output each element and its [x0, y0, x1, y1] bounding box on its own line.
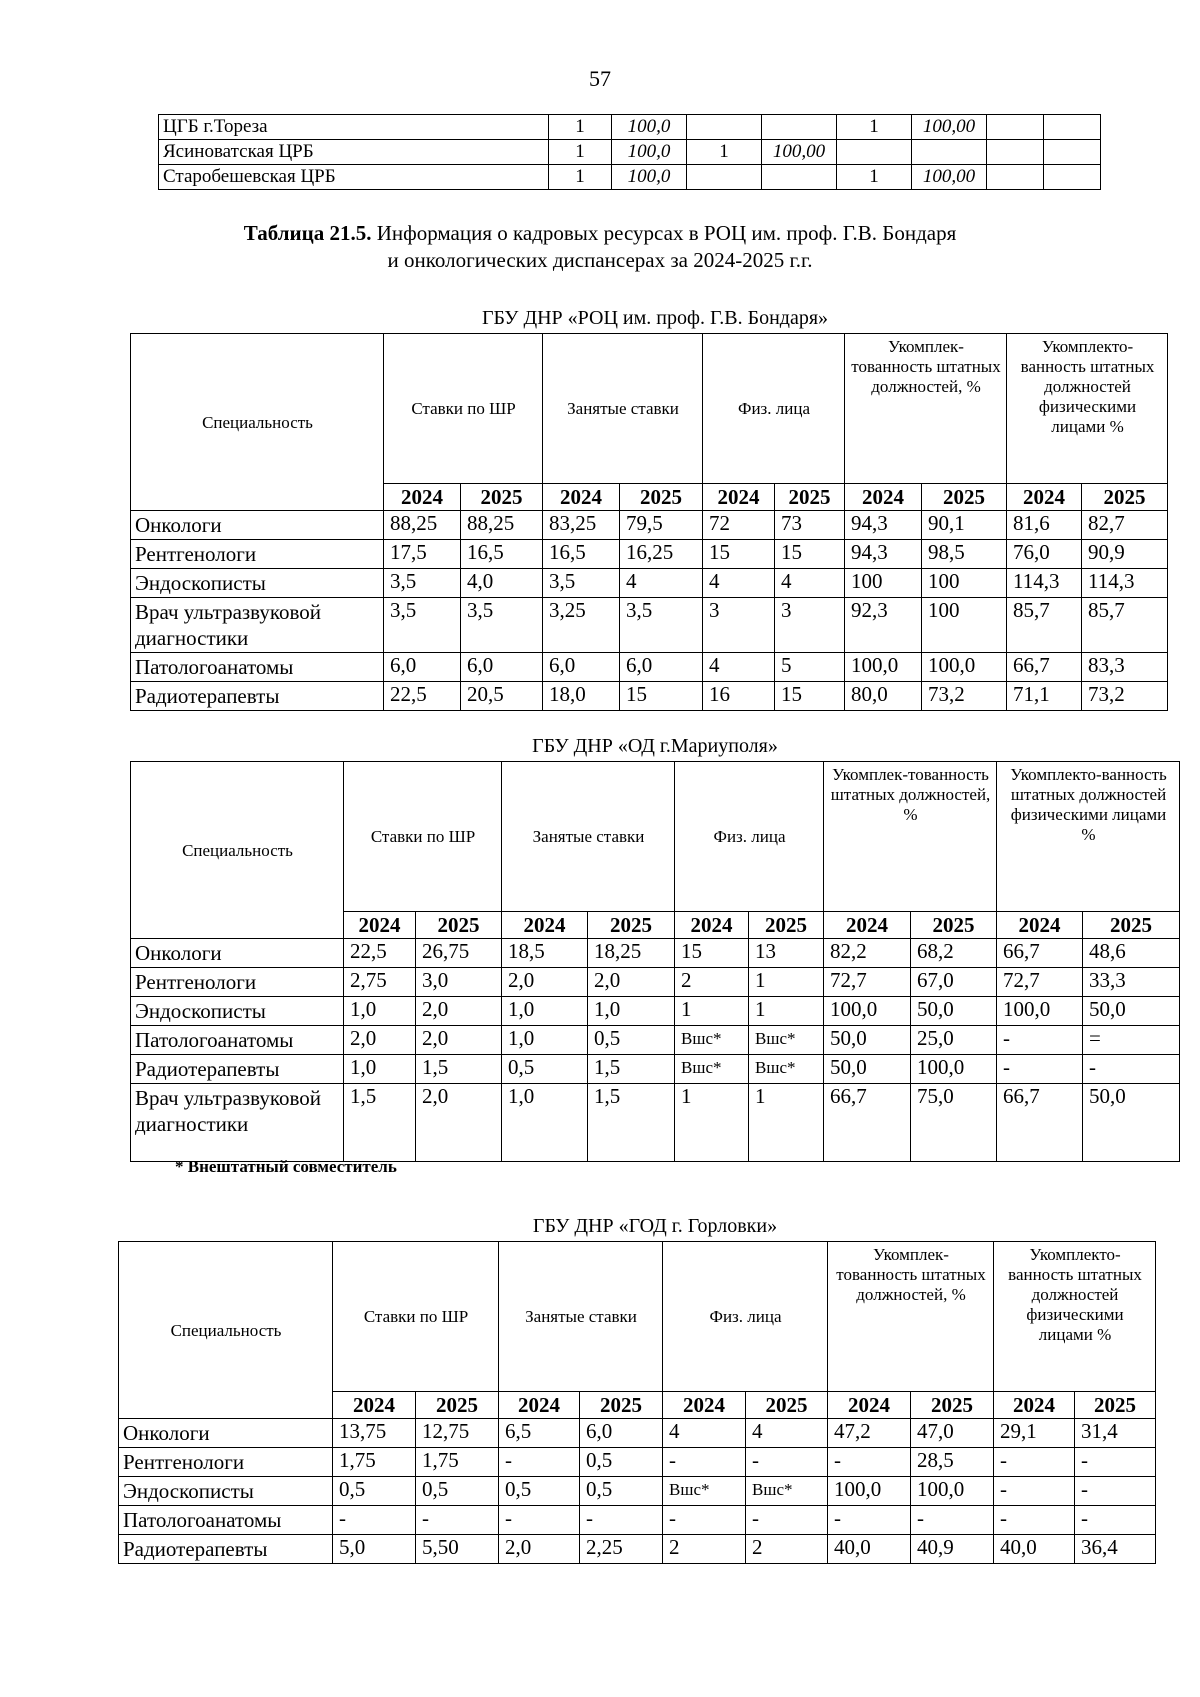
table-cell: 6,5: [499, 1419, 580, 1448]
table-cell: Вшс*: [749, 1055, 824, 1084]
year-header: 2025: [775, 484, 845, 511]
table-cell: 98,5: [922, 540, 1007, 569]
persons-header: Физ. лица: [675, 762, 824, 912]
table-cell: 94,3: [845, 540, 922, 569]
year-header: 2025: [1083, 912, 1180, 939]
occupied-header: Занятые ставки: [502, 762, 675, 912]
table-cell: -: [1075, 1477, 1156, 1506]
table-cell: 2,75: [344, 968, 416, 997]
table-cell: 100,0: [997, 997, 1083, 1026]
specialty-name: Радиотерапевты: [131, 682, 384, 711]
table-cell: 92,3: [845, 598, 922, 653]
table-cell: 2,0: [502, 968, 588, 997]
table-row: [131, 1055, 1180, 1084]
table-cell: 66,7: [997, 939, 1083, 968]
table-cell: 67,0: [911, 968, 997, 997]
specialty-name: Эндоскописты: [119, 1477, 333, 1506]
table-cell: [1044, 140, 1101, 165]
specialty-name: Онкологи: [131, 939, 344, 968]
table-row: [131, 511, 1168, 540]
table-cell: 114,3: [1082, 569, 1168, 598]
table-cell: 2: [746, 1535, 828, 1564]
staffing-persons-header: Укомплекто-ванность штатных должностей физическими лицами %: [997, 762, 1180, 912]
year-header: 2024: [499, 1392, 580, 1419]
table-cell: [1044, 165, 1101, 190]
table-cell: 13,75: [333, 1419, 416, 1448]
section-title-gorlovka: ГБУ ДНР «ГОД г. Горловки»: [532, 1215, 778, 1237]
table-cell: 100,00: [912, 165, 987, 190]
table-cell: 15: [620, 682, 703, 711]
table-cell: 1: [549, 165, 612, 190]
table-cell: 2: [663, 1535, 746, 1564]
table-cell: 2,0: [588, 968, 675, 997]
table-cell: -: [663, 1506, 746, 1535]
table-cell: [987, 165, 1044, 190]
year-header: 2025: [461, 484, 543, 511]
table-cell: 81,6: [1007, 511, 1082, 540]
table-cell: 100: [922, 598, 1007, 653]
table-cell: 40,0: [828, 1535, 911, 1564]
table-cell: 88,25: [384, 511, 461, 540]
year-header: 2024: [675, 912, 749, 939]
year-header: 2025: [911, 912, 997, 939]
table-cell: =: [1083, 1026, 1180, 1055]
table-cell: 72,7: [824, 968, 911, 997]
table-cell: 73: [775, 511, 845, 540]
year-header: 2025: [911, 1392, 994, 1419]
table-cell: 100,0: [828, 1477, 911, 1506]
table-cell: 31,4: [1075, 1419, 1156, 1448]
specialty-name: Патологоанатомы: [131, 653, 384, 682]
year-header: 2024: [828, 1392, 911, 1419]
table-cell: -: [499, 1506, 580, 1535]
table-row: [131, 968, 1180, 997]
table-cell: 1: [749, 997, 824, 1026]
table-cell: 4: [620, 569, 703, 598]
specialty-name: Врач ультразвуковой диагностики: [131, 598, 384, 653]
table-cell: 6,0: [620, 653, 703, 682]
table-cell: Вшс*: [746, 1477, 828, 1506]
table-cell: 1,5: [588, 1084, 675, 1162]
table-cell: [837, 140, 912, 165]
specialty-name: Патологоанатомы: [119, 1506, 333, 1535]
table-cell: 66,7: [824, 1084, 911, 1162]
table-cell: -: [663, 1448, 746, 1477]
table-cell: -: [828, 1448, 911, 1477]
table-cell: 16,5: [543, 540, 620, 569]
table-cell: 25,0: [911, 1026, 997, 1055]
table-cell: 2,25: [580, 1535, 663, 1564]
table-row: [119, 1535, 1156, 1564]
table-cell: 82,2: [824, 939, 911, 968]
table-cell: 72,7: [997, 968, 1083, 997]
table-row: [159, 115, 1101, 140]
staffing-persons-header: Укомплекто-ванность штатных должностей физическими лицами %: [1007, 334, 1168, 484]
table-cell: 0,5: [499, 1477, 580, 1506]
table-row: [131, 1084, 1180, 1162]
table-cell: -: [746, 1506, 828, 1535]
institution-name: ЦГБ г.Тореза: [159, 115, 549, 140]
table-cell: 50,0: [1083, 997, 1180, 1026]
table-cell: 1,0: [344, 1055, 416, 1084]
year-header: 2024: [543, 484, 620, 511]
table-cell: 3,25: [543, 598, 620, 653]
table-cell: Вшс*: [675, 1055, 749, 1084]
table-cell: 88,25: [461, 511, 543, 540]
table-row: [131, 939, 1180, 968]
table-cell: 0,5: [580, 1477, 663, 1506]
table-cell: -: [994, 1477, 1075, 1506]
table-cell: 13: [749, 939, 824, 968]
table-row: [131, 1026, 1180, 1055]
table-cell: -: [994, 1506, 1075, 1535]
table-cell: 1: [675, 997, 749, 1026]
table-cell: 1,75: [333, 1448, 416, 1477]
year-header: 2024: [994, 1392, 1075, 1419]
table-caption: [0, 220, 1200, 274]
year-header: 2025: [746, 1392, 828, 1419]
staff-table-mariupol: [130, 761, 1180, 1162]
specialty-name: Патологоанатомы: [131, 1026, 344, 1055]
table-cell: 3,5: [620, 598, 703, 653]
table-cell: 40,0: [994, 1535, 1075, 1564]
table-cell: 4: [775, 569, 845, 598]
page-number: 57: [589, 66, 611, 91]
table-cell: 2,0: [416, 997, 502, 1026]
table-cell: 3,5: [384, 598, 461, 653]
table-cell: 2: [675, 968, 749, 997]
specialty-header: Специальность: [131, 762, 344, 939]
table-cell: 2,0: [416, 1084, 502, 1162]
table-cell: 1: [549, 115, 612, 140]
year-header: 2024: [333, 1392, 416, 1419]
table-cell: 85,7: [1007, 598, 1082, 653]
table-cell: 100,0: [612, 165, 687, 190]
table-cell: 1: [675, 1084, 749, 1162]
table-cell: 100,0: [612, 115, 687, 140]
table-cell: 48,6: [1083, 939, 1180, 968]
table-cell: 18,25: [588, 939, 675, 968]
table-cell: 29,1: [994, 1419, 1075, 1448]
table-cell: 3: [703, 598, 775, 653]
table-cell: 26,75: [416, 939, 502, 968]
table-cell: 47,2: [828, 1419, 911, 1448]
table-cell: 82,7: [1082, 511, 1168, 540]
table-cell: 15: [775, 682, 845, 711]
table-row: [131, 682, 1168, 711]
year-header: 2025: [416, 1392, 499, 1419]
table-cell: 50,0: [911, 997, 997, 1026]
caption-line1: Информация о кадровых ресурсах в РОЦ им. проф. Г.В. Бондаря: [371, 221, 957, 245]
table-cell: 1: [837, 115, 912, 140]
table-cell: 28,5: [911, 1448, 994, 1477]
table-cell: [987, 115, 1044, 140]
table-cell: 79,5: [620, 511, 703, 540]
caption-label: Таблица 21.5.: [243, 221, 372, 245]
persons-header: Физ. лица: [663, 1242, 828, 1392]
institution-name: Старобешевская ЦРБ: [159, 165, 549, 190]
table-cell: 100,0: [845, 653, 922, 682]
table-cell: -: [997, 1026, 1083, 1055]
year-header: 2024: [502, 912, 588, 939]
table-cell: 76,0: [1007, 540, 1082, 569]
table-cell: 16,25: [620, 540, 703, 569]
table-cell: 66,7: [1007, 653, 1082, 682]
table-cell: 71,1: [1007, 682, 1082, 711]
year-header: 2024: [384, 484, 461, 511]
rates-header: Ставки по ШР: [333, 1242, 499, 1392]
table-cell: 100,0: [824, 997, 911, 1026]
year-header: 2025: [588, 912, 675, 939]
institution-name: Ясиноватская ЦРБ: [159, 140, 549, 165]
table-cell: -: [997, 1055, 1083, 1084]
table-row: [159, 140, 1101, 165]
table-cell: 100,0: [911, 1477, 994, 1506]
table-cell: 80,0: [845, 682, 922, 711]
rates-header: Ставки по ШР: [344, 762, 502, 912]
table-row: [119, 1419, 1156, 1448]
table-cell: 47,0: [911, 1419, 994, 1448]
table-cell: Вшс*: [675, 1026, 749, 1055]
staffing-header: Укомплек-тованность штатных должностей, %: [845, 334, 1007, 484]
table-cell: 40,9: [911, 1535, 994, 1564]
section-title-mariupol: ГБУ ДНР «ОД г.Мариуполя»: [532, 735, 778, 757]
specialty-name: Эндоскописты: [131, 997, 344, 1026]
occupied-header: Занятые ставки: [499, 1242, 663, 1392]
table-cell: 4: [703, 653, 775, 682]
table-cell: 16,5: [461, 540, 543, 569]
table-cell: [1044, 115, 1101, 140]
table-cell: 3,5: [461, 598, 543, 653]
table-cell: 5: [775, 653, 845, 682]
table-cell: 83,3: [1082, 653, 1168, 682]
table-cell: 4: [703, 569, 775, 598]
table-cell: 6,0: [384, 653, 461, 682]
table-cell: 73,2: [922, 682, 1007, 711]
table-cell: 50,0: [824, 1055, 911, 1084]
table-cell: 68,2: [911, 939, 997, 968]
table-cell: -: [994, 1448, 1075, 1477]
year-header: 2025: [1082, 484, 1168, 511]
table-cell: [987, 140, 1044, 165]
table-cell: 75,0: [911, 1084, 997, 1162]
caption-line2: и онкологических диспансерах за 2024-2025 г.г.: [387, 248, 813, 272]
table-cell: 0,5: [333, 1477, 416, 1506]
table-cell: 4,0: [461, 569, 543, 598]
table-cell: 18,5: [502, 939, 588, 968]
table-cell: 3,5: [384, 569, 461, 598]
occupied-header: Занятые ставки: [543, 334, 703, 484]
table-cell: 17,5: [384, 540, 461, 569]
table-cell: 1,75: [416, 1448, 499, 1477]
year-header: 2025: [1075, 1392, 1156, 1419]
year-header: 2024: [997, 912, 1083, 939]
table-cell: 6,0: [543, 653, 620, 682]
table-cell: 5,0: [333, 1535, 416, 1564]
table-cell: 72: [703, 511, 775, 540]
table-cell: -: [746, 1448, 828, 1477]
table-cell: 22,5: [384, 682, 461, 711]
table-cell: 1: [837, 165, 912, 190]
table-cell: 15: [675, 939, 749, 968]
table-cell: 83,25: [543, 511, 620, 540]
staffing-header: Укомплек-тованность штатных должностей, %: [828, 1242, 994, 1392]
table-cell: -: [1075, 1448, 1156, 1477]
table-cell: 100,00: [762, 140, 837, 165]
table-cell: 3,0: [416, 968, 502, 997]
table-cell: -: [1075, 1506, 1156, 1535]
table-row: [119, 1448, 1156, 1477]
staff-table-gorlovka: [118, 1241, 1156, 1564]
table-cell: 100: [922, 569, 1007, 598]
persons-header: Физ. лица: [703, 334, 845, 484]
table-cell: 2,0: [499, 1535, 580, 1564]
table-cell: 1: [749, 968, 824, 997]
table-cell: 85,7: [1082, 598, 1168, 653]
table-cell: 1,5: [344, 1084, 416, 1162]
table-cell: 114,3: [1007, 569, 1082, 598]
table-cell: 22,5: [344, 939, 416, 968]
table-cell: 0,5: [588, 1026, 675, 1055]
year-header: 2025: [620, 484, 703, 511]
continued-table: [158, 114, 1101, 190]
table-cell: 1: [687, 140, 762, 165]
table-cell: -: [580, 1506, 663, 1535]
table-cell: Вшс*: [749, 1026, 824, 1055]
table-cell: [912, 140, 987, 165]
table-cell: 1,0: [344, 997, 416, 1026]
table-cell: [687, 115, 762, 140]
year-header: 2024: [663, 1392, 746, 1419]
table-cell: -: [333, 1506, 416, 1535]
table-cell: 36,4: [1075, 1535, 1156, 1564]
specialty-header: Специальность: [119, 1242, 333, 1419]
table-row: [159, 165, 1101, 190]
table-row: [119, 1477, 1156, 1506]
table-cell: 5,50: [416, 1535, 499, 1564]
table-cell: 1: [749, 1084, 824, 1162]
table-cell: 3: [775, 598, 845, 653]
table-row: [119, 1506, 1156, 1535]
specialty-name: Онкологи: [119, 1419, 333, 1448]
table-cell: -: [828, 1506, 911, 1535]
table-cell: [762, 165, 837, 190]
table-cell: 0,5: [416, 1477, 499, 1506]
year-header: 2025: [416, 912, 502, 939]
table-cell: 15: [775, 540, 845, 569]
table-cell: 0,5: [502, 1055, 588, 1084]
staffing-header: Укомплек-тованность штатных должностей, %: [824, 762, 997, 912]
table-cell: 33,3: [1083, 968, 1180, 997]
table-cell: -: [1083, 1055, 1180, 1084]
footnote: * Внештатный совместитель: [175, 1157, 397, 1176]
table-cell: 1,5: [588, 1055, 675, 1084]
year-header: 2024: [703, 484, 775, 511]
table-cell: 66,7: [997, 1084, 1083, 1162]
specialty-name: Рентгенологи: [131, 540, 384, 569]
table-cell: 4: [663, 1419, 746, 1448]
table-cell: 4: [746, 1419, 828, 1448]
table-cell: 100,0: [922, 653, 1007, 682]
specialty-name: Рентгенологи: [119, 1448, 333, 1477]
table-cell: [762, 115, 837, 140]
staff-table-roc: [130, 333, 1168, 711]
table-row: [131, 653, 1168, 682]
table-cell: 90,9: [1082, 540, 1168, 569]
table-cell: 100: [845, 569, 922, 598]
table-cell: 16: [703, 682, 775, 711]
table-cell: 1,0: [502, 1084, 588, 1162]
table-cell: -: [416, 1506, 499, 1535]
table-cell: 6,0: [580, 1419, 663, 1448]
table-cell: 50,0: [1083, 1084, 1180, 1162]
rates-header: Ставки по ШР: [384, 334, 543, 484]
table-cell: 6,0: [461, 653, 543, 682]
year-header: 2024: [824, 912, 911, 939]
table-cell: 90,1: [922, 511, 1007, 540]
table-cell: [687, 165, 762, 190]
specialty-header: Специальность: [131, 334, 384, 511]
table-cell: 2,0: [344, 1026, 416, 1055]
table-cell: 1,0: [588, 997, 675, 1026]
table-cell: 12,75: [416, 1419, 499, 1448]
year-header: 2024: [1007, 484, 1082, 511]
table-cell: 1: [549, 140, 612, 165]
year-header: 2025: [749, 912, 824, 939]
table-cell: 94,3: [845, 511, 922, 540]
table-row: [131, 997, 1180, 1026]
year-header: 2024: [845, 484, 922, 511]
table-cell: 20,5: [461, 682, 543, 711]
specialty-name: Рентгенологи: [131, 968, 344, 997]
table-cell: 0,5: [580, 1448, 663, 1477]
table-cell: 2,0: [416, 1026, 502, 1055]
specialty-name: Радиотерапевты: [119, 1535, 333, 1564]
year-header: 2025: [922, 484, 1007, 511]
table-cell: 1,0: [502, 997, 588, 1026]
table-cell: 100,0: [612, 140, 687, 165]
table-cell: 3,5: [543, 569, 620, 598]
staffing-persons-header: Укомплекто-ванность штатных должностей физическими лицами %: [994, 1242, 1156, 1392]
table-cell: 15: [703, 540, 775, 569]
table-cell: 100,00: [912, 115, 987, 140]
table-cell: 100,0: [911, 1055, 997, 1084]
specialty-name: Радиотерапевты: [131, 1055, 344, 1084]
specialty-name: Онкологи: [131, 511, 384, 540]
table-row: [131, 569, 1168, 598]
table-cell: 1,0: [502, 1026, 588, 1055]
table-cell: 18,0: [543, 682, 620, 711]
table-cell: 50,0: [824, 1026, 911, 1055]
section-title-roc: ГБУ ДНР «РОЦ им. проф. Г.В. Бондаря»: [481, 307, 829, 329]
table-cell: -: [499, 1448, 580, 1477]
specialty-name: Эндоскописты: [131, 569, 384, 598]
year-header: 2024: [344, 912, 416, 939]
specialty-name: Врач ультразвуковой диагностики: [131, 1084, 344, 1162]
table-cell: Вшс*: [663, 1477, 746, 1506]
table-row: [131, 598, 1168, 653]
table-cell: 73,2: [1082, 682, 1168, 711]
table-cell: 1,5: [416, 1055, 502, 1084]
year-header: 2025: [580, 1392, 663, 1419]
table-cell: -: [911, 1506, 994, 1535]
table-row: [131, 540, 1168, 569]
